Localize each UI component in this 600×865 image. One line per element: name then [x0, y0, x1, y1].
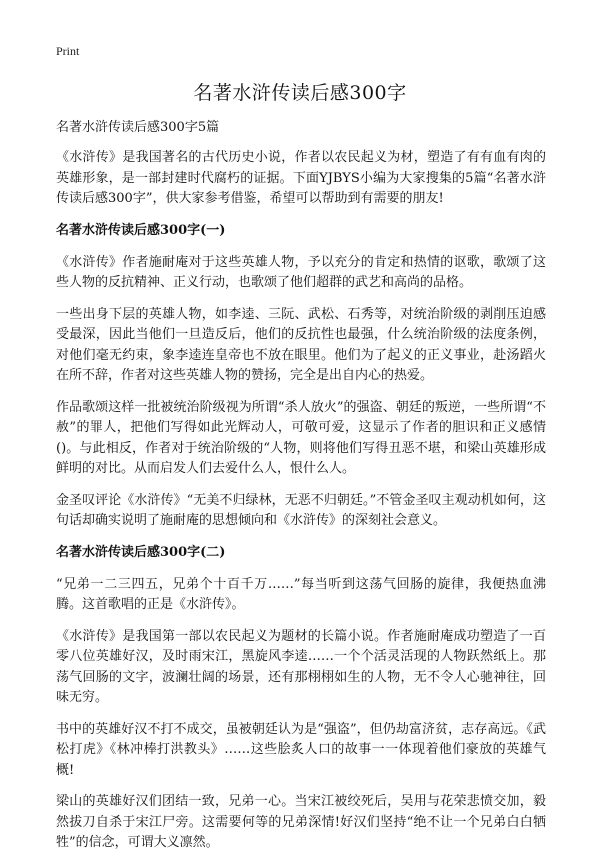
paragraph: 一些出身下层的英雄人物，如李逵、三阮、武松、石秀等，对统治阶级的剥削压迫感受最深，因此当他们一旦造反后，他们的反抗性也最强，什么统治阶级的法度条例，对他们毫无约束，象李逵连皇帝也不放在眼里。他们为了起义的正义事业，赴汤蹈火在所不辞，作者对这些英雄人物的赞扬，完全是出自内心的热爱。	[56, 306, 546, 383]
paragraph: 梁山的英雄好汉们团结一致，兄弟一心。当宋江被绞死后，吴用与花荣悲愤交加，毅然拔刀自杀于宋江尸旁。这需要何等的兄弟深情!好汉们坚持“绝不让一个兄弟白白牺牲”的信念，可谓大义凛然。	[56, 794, 546, 850]
paragraph: 《水浒传》作者施耐庵对于这些英雄人物，予以充分的肯定和热情的讴歌，歌颂了这些人物的反抗精神、正义行动，也歌颂了他们超群的武艺和高尚的品格。	[56, 254, 546, 290]
article-body	[56, 118, 546, 865]
section-heading: 名著水浒传读后感300字(二)	[56, 544, 226, 560]
paragraph: 金圣叹评论《水浒传》“无美不归绿林，无恶不归朝廷。”不管金圣叹主观动机如何，这句话却确实说明了施耐庵的思想倾向和《水浒传》的深刻社会意义。	[56, 492, 546, 528]
paragraph: 书中的英雄好汉不打不成交，虽被朝廷认为是“强盗”，但仍劫富济贫，志存高远。《武松打虎》《林冲棒打洪教头》……这些脍炙人口的故事一一体现着他们豪放的英雄气概!	[56, 721, 546, 778]
section-1	[56, 221, 546, 532]
section-2	[56, 543, 546, 854]
intro-paragraph: 《水浒传》是我国著名的古代历史小说，作者以农民起义为材，塑造了有有血有肉的英雄形象，是一部封建时代腐朽的证据。下面YJBYS小编为大家搜集的5篇“名著水浒传读后感300字”，供大家参考借鉴，希望可以帮助到有需要的朋友!	[56, 150, 546, 206]
paragraph: 《水浒传》是我国第一部以农民起义为题材的长篇小说。作者施耐庵成功塑造了一百零八位英雄好汉，及时雨宋江，黑旋风李逵……一个个活灵活现的人物跃然纸上。那荡气回肠的文字，波澜壮阔的场景，还有那栩栩如生的人物，无不令人心驰神往，回味无穷。	[56, 628, 546, 705]
paragraph: 作品歌颂这样一批被统治阶级视为所谓“杀人放火”的强盗、朝廷的叛逆，一些所谓“不赦”的罪人，把他们写得如此光辉动人，可敬可爱，这显示了作者的胆识和正义感情()。与此相反，作者对于统治阶级的“人物，则将他们写得丑恶不堪，和梁山英雄形成鲜明的对比。从而启发人们去爱什么人，恨什么人。	[56, 399, 546, 476]
article-subtitle: 名著水浒传读后感300字5篇	[56, 120, 220, 135]
section-heading: 名著水浒传读后感300字(一)	[56, 222, 226, 238]
print-link[interactable]: Print	[56, 44, 80, 58]
page-title: 名著水浒传读后感300字	[193, 82, 407, 104]
paragraph: “兄弟一二三四五，兄弟个十百千万……”每当听到这荡气回肠的旋律，我便热血沸腾。这首歌唱的正是《水浒传》。	[56, 576, 546, 612]
